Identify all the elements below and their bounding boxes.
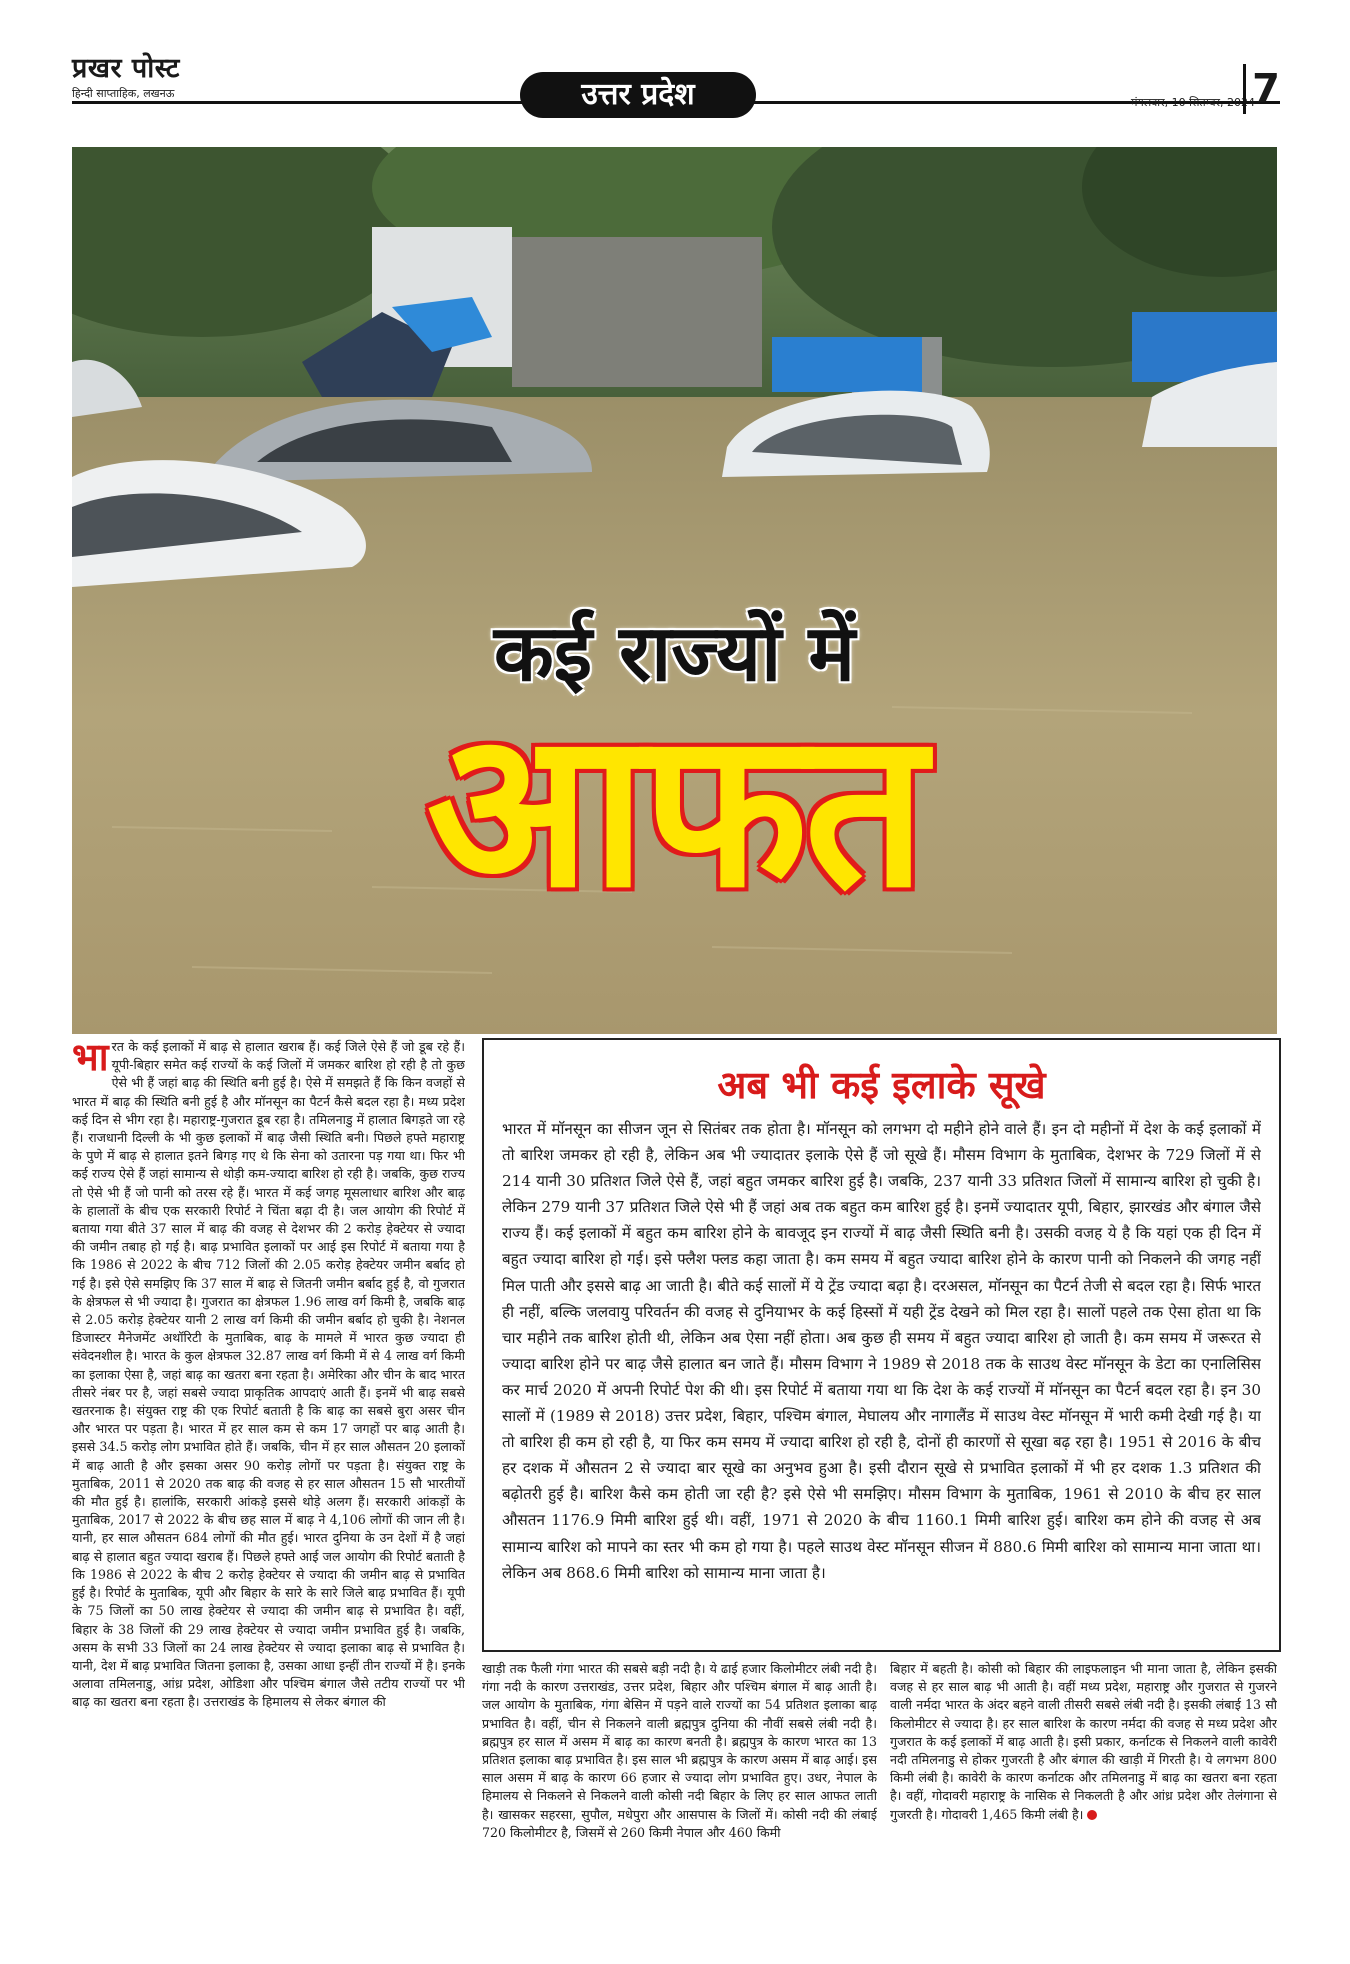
article-left-column — [72, 1038, 465, 1883]
section-label: उत्तर प्रदेश — [520, 72, 756, 118]
page-number: 7 — [1243, 64, 1280, 114]
masthead-title: प्रखर पोस्ट — [72, 53, 180, 84]
article-bottom-column-2 — [890, 1660, 1277, 1885]
box-title: अब भी कई इलाके सूखे — [717, 1063, 1046, 1107]
masthead — [72, 54, 232, 101]
flood-photo — [72, 147, 1277, 1034]
end-mark — [1087, 1810, 1097, 1820]
masthead-subtitle: हिन्दी साप्ताहिक, लखनऊ — [72, 87, 175, 100]
article-text-left: रत के कई इलाकों में बाढ़ से हालात खराब हैं। कई जिले ऐसे हैं जो डूब रहे हैं। यूपी-बिहार समेत कई राज्यों के कई जिलों में जमकर बारिश हो रही है तो कुछ ऐसे भी हैं जहां बाढ़ की स्थिति बनी हुई है। ऐसे में समझते हैं कि किन वजहों से भारत में बाढ़ की स्थिति बनी हुई है और मॉनसून का पैटर्न कैसे बदल रहा है। मध्य प्रदेश कई दिन से भीग रहा है। महाराष्ट्र-गुजरात डूब रहा है। तमिलनाडु में हालात बिगड़ते जा रहे हैं। राजधानी दिल्ली के भी कुछ इलाकों में बाढ़ जैसी स्थिति बनी। पिछले हफ्ते महाराष्ट्र के पुणे में बाढ़ से हालात इतने बिगड़ गए थे कि सेना को उतारना पड़ गया था। फिर भी कई राज्य ऐसे हैं जहां सामान्य से थोड़ी कम-ज्यादा बारिश हो रही है। जबकि, कुछ राज्य तो ऐसे भी हैं जो पानी को तरस रहे हैं। भारत में कई जगह मूसलाधार बारिश और बाढ़ के हालातों के बीच एक सरकारी रिपोर्ट ने चिंता बढ़ा दी है। जल आयोग की रिपोर्ट में बताया गया बीते 37 साल में बाढ़ की वजह से देशभर की 2 करोड़ हेक्टेयर से ज्यादा की जमीन तबाह हो गई है। बाढ़ प्रभावित इलाकों पर आई इस रिपोर्ट में बताया गया है कि 1986 से 2022 के बीच 712 जिलों की 2.05 करोड़ हेक्टेयर जमीन बर्बाद हो गई है। इसे ऐसे समझिए कि 37 साल में बाढ़ से जितनी जमीन बर्बाद हुई है, वो गुजरात के क्षेत्रफल से भी ज्यादा है। गुजरात का क्षेत्रफल 1.96 लाख वर्ग किमी है, जबकि बाढ़ से 2.05 करोड़ हेक्टेयर यानी 2 लाख वर्ग किमी की जमीन बर्बाद हो चुकी है। नेशनल डिजास्टर मैनेजमेंट अथॉरिटी के मुताबिक, बाढ़ के मामले में भारत कुछ ज्यादा ही संवेदनशील है। भारत के कुल क्षेत्रफल 32.87 लाख वर्ग किमी में से 4 लाख वर्ग किमी का इलाका ऐसा है, जहां बाढ़ का खतरा बना रहता है। अमेरिका और चीन के बाद भारत तीसरे नंबर पर है, जहां सबसे ज्यादा प्राकृतिक आपदाएं आती हैं। इनमें भी बाढ़ सबसे खतरनाक है। संयुक्त राष्ट्र की एक रिपोर्ट बताती है कि बाढ़ का सबसे बुरा असर चीन और भारत पर पड़ता है। भारत में हर साल कम से कम 17 जगहों पर बाढ़ आती है। इससे 34.5 करोड़ लोग प्रभावित होते हैं। जबकि, चीन में हर साल औसतन 20 इलाकों में बाढ़ आती है और इसका असर 90 करोड़ लोगों पर पड़ता है। संयुक्त राष्ट्र के मुताबिक, 2011 से 2020 तक बाढ़ की वजह से हर साल औसतन 15 सौ भारतीयों की मौत हुई है। हालांकि, सरकारी आंकड़े इससे थोड़े अलग हैं। सरकारी आंकड़ों के मुताबिक, 2017 से 2022 के बीच छह साल में बाढ़ ने 4,106 लोगों की जान ली है। यानी, हर साल औसतन 684 लोगों की मौत हुई। भारत दुनिया के उन देशों में है जहां बाढ़ से हालात बहुत ज्यादा खराब हैं। पिछले हफ्ते आई जल आयोग की रिपोर्ट बताती है कि 1986 से 2022 के बीच 2 करोड़ हेक्टेयर से ज्यादा की जमीन बाढ़ से प्रभावित हुई है। रिपोर्ट के मुताबिक, यूपी और बिहार के सारे के सारे जिले बाढ़ प्रभावित हैं। यूपी के 75 जिलों का 50 लाख हेक्टेयर से ज्यादा की जमीन बाढ़ से प्रभावित है। वहीं, बिहार के 38 जिलों की 29 लाख हेक्टेयर से ज्यादा जमीन प्रभावित हुई है। जबकि, असम के सभी 33 जिलों का 24 लाख हेक्टेयर से ज्यादा इलाका बाढ़ से प्रभावित है। यानी, देश में बाढ़ प्रभावित जितना इलाका है, उसका आधा इन्हीं तीन राज्यों में है। इनके अलावा तमिलनाडु, आंध्र प्रदेश, ओडिशा और पश्चिम बंगाल जैसे तटीय राज्यों पर भी बाढ़ का खतरा बना रहता है। उत्तराखंड के हिमालय से लेकर बंगाल की — [72, 1039, 465, 1710]
article-bottom-column-1 — [482, 1660, 877, 1885]
article-text-bottom-2: बिहार में बहती है। कोसी को बिहार की लाइफलाइन भी माना जाता है, लेकिन इसकी वजह से हर साल बाढ़ भी आती है। वहीं मध्य प्रदेश, महाराष्ट्र और गुजरात से गुजरने वाली नर्मदा भारत के अंदर बहने वाली तीसरी सबसे लंबी नदी है। इसकी लंबाई 13 सौ किलोमीटर से ज्यादा है। हर साल बारिश के कारण नर्मदा की वजह से मध्य प्रदेश और गुजरात के कई इलाकों में बाढ़ आती है। इसी प्रकार, कर्नाटक से निकलने वाली कावेरी नदी तमिलनाडु से होकर गुजरती है और बंगाल की खाड़ी में गिरती है। ये लगभग 800 किमी लंबी है। कावेरी के कारण कर्नाटक और तमिलनाडु में बाढ़ का खतरा बना रहता है। वहीं, गोदावरी महाराष्ट्र के नासिक से निकलती है और आंध्र प्रदेश और तेलंगाना से गुजरती है। गोदावरी 1,465 किमी लंबी है। — [890, 1661, 1277, 1822]
dry-regions-box — [482, 1038, 1281, 1652]
dateline: मंगलवार, 10 सितम्बर, 2024 — [1130, 96, 1255, 109]
box-text: भारत में मॉनसून का सीजन जून से सितंबर तक होता है। मॉनसून को लगभग दो महीने होने वाले हैं। इन दो महीनों में देश के कई इलाकों में तो बारिश जमकर हो रही है, लेकिन अब भी ज्यादातर इलाके ऐसे हैं जो सूखे हैं। मौसम विभाग के मुताबिक, देशभर के 729 जिलों में से 214 यानी 30 प्रतिशत जिले ऐसे हैं, जहां बहुत जमकर बारिश हुई है। जबकि, 237 यानी 33 प्रतिशत जिलों में सामान्य बारिश हो चुकी है। लेकिन 279 यानी 37 प्रतिशत जिले ऐसे भी हैं जहां अब तक बहुत कम बारिश हुई है। इनमें ज्यादातर यूपी, बिहार, झारखंड और बंगाल जैसे राज्य हैं। कई इलाकों में बहुत कम बारिश होने के बावजूद इन राज्यों में बाढ़ जैसी स्थिति बनी है। उसकी वजह ये है कि यहां एक ही दिन में बहुत ज्यादा बारिश हो गई। इसे फ्लैश फ्लड कहा जाता है। कम समय में बहुत ज्यादा बारिश होने के कारण पानी को निकलने की जगह नहीं मिल पाती और इससे बाढ़ आ जाती है। बीते कई सालों में ये ट्रेंड ज्यादा बढ़ा है। दरअसल, मॉनसून का पैटर्न तेजी से बदल रहा है। सिर्फ भारत ही नहीं, बल्कि जलवायु परिवर्तन की वजह से दुनियाभर के कई हिस्सों में यही ट्रेंड देखने को मिल रहा है। सालों पहले तक ऐसा होता था कि चार महीने तक बारिश होती थी, लेकिन अब ऐसा नहीं होता। अब कुछ ही समय में बहुत ज्यादा बारिश हो जाती है। कम समय में जरूरत से ज्यादा बारिश होने पर बाढ़ जैसे हालात बन जाते हैं। मौसम विभाग ने 1989 से 2018 तक के साउथ वेस्ट मॉनसून के डेटा का एनालिसिस कर मार्च 2020 में अपनी रिपोर्ट पेश की थी। इस रिपोर्ट में बताया गया था कि देश के कई राज्यों में मॉनसून का पैटर्न बदल रहा है। इन 30 सालों में (1989 से 2018) उत्तर प्रदेश, बिहार, पश्चिम बंगाल, मेघालय और नागालैंड में साउथ वेस्ट मॉनसून में भारी कमी देखी गई है। या तो बारिश ही कम हो रही है, या फिर कम समय में ज्यादा बारिश हो रही है, दोनों ही कारणों से सूखा बढ़ रहा है। 1951 से 2016 के बीच हर दशक में औसतन 2 से ज्यादा बार सूखे का अनुभव हुआ है। इसी दौरान सूखे से प्रभावित इलाकों में भी हर दशक 1.3 प्रतिशत की बढ़ोतरी हुई है। बारिश कैसे कम होती जा रही है? इसे ऐसे भी समझिए। मौसम विभाग के मुताबिक, 1961 से 2010 के बीच हर साल औसतन 1176.9 मिमी बारिश हुई थी। वहीं, 1971 से 2020 के बीच 1160.1 मिमी बारिश हुई। बारिश कम होने की वजह से अब सामान्य बारिश को मापने का स्तर भी कम हो गया है। पहले साउथ वेस्ट मॉनसून सीजन में 880.6 मिमी बारिश को सामान्य माना जाता था। लेकिन अब 868.6 मिमी बारिश को सामान्य माना जाता है। — [502, 1120, 1261, 1582]
article-text-bottom-1: खाड़ी तक फैली गंगा भारत की सबसे बड़ी नदी है। ये ढाई हजार किलोमीटर लंबी नदी है। गंगा नदी के कारण उत्तराखंड, उत्तर प्रदेश, बिहार और पश्चिम बंगाल में बाढ़ आती है। जल आयोग के मुताबिक, गंगा बेसिन में पड़ने वाले राज्यों का 54 प्रतिशत इलाका बाढ़ प्रभावित है। वहीं, चीन से निकलने वाली ब्रह्मपुत्र दुनिया की नौवीं सबसे लंबी नदी है। ब्रह्मपुत्र हर साल में असम में बाढ़ का कारण बनती है। ब्रह्मपुत्र के कारण भारत का 13 प्रतिशत इलाका बाढ़ प्रभावित है। इस साल भी ब्रह्मपुत्र के कारण असम में बाढ़ आई। इस साल असम में बाढ़ के कारण 66 हजार से ज्यादा लोग प्रभावित हुए। उधर, नेपाल के हिमालय से निकलने से निकलने वाली कोसी नदी बिहार के लिए हर साल आफत लाती है। खासकर सहरसा, सुपौल, मधेपुरा और आसपास के जिलों में। कोसी नदी की लंबाई 720 किलोमीटर है, जिसमें से 260 किमी नेपाल और 460 किमी — [482, 1661, 877, 1840]
photo-kicker: कई राज्यों में — [493, 609, 856, 699]
drop-cap: भा — [72, 1038, 109, 1079]
main-headline: आफत — [426, 684, 923, 935]
